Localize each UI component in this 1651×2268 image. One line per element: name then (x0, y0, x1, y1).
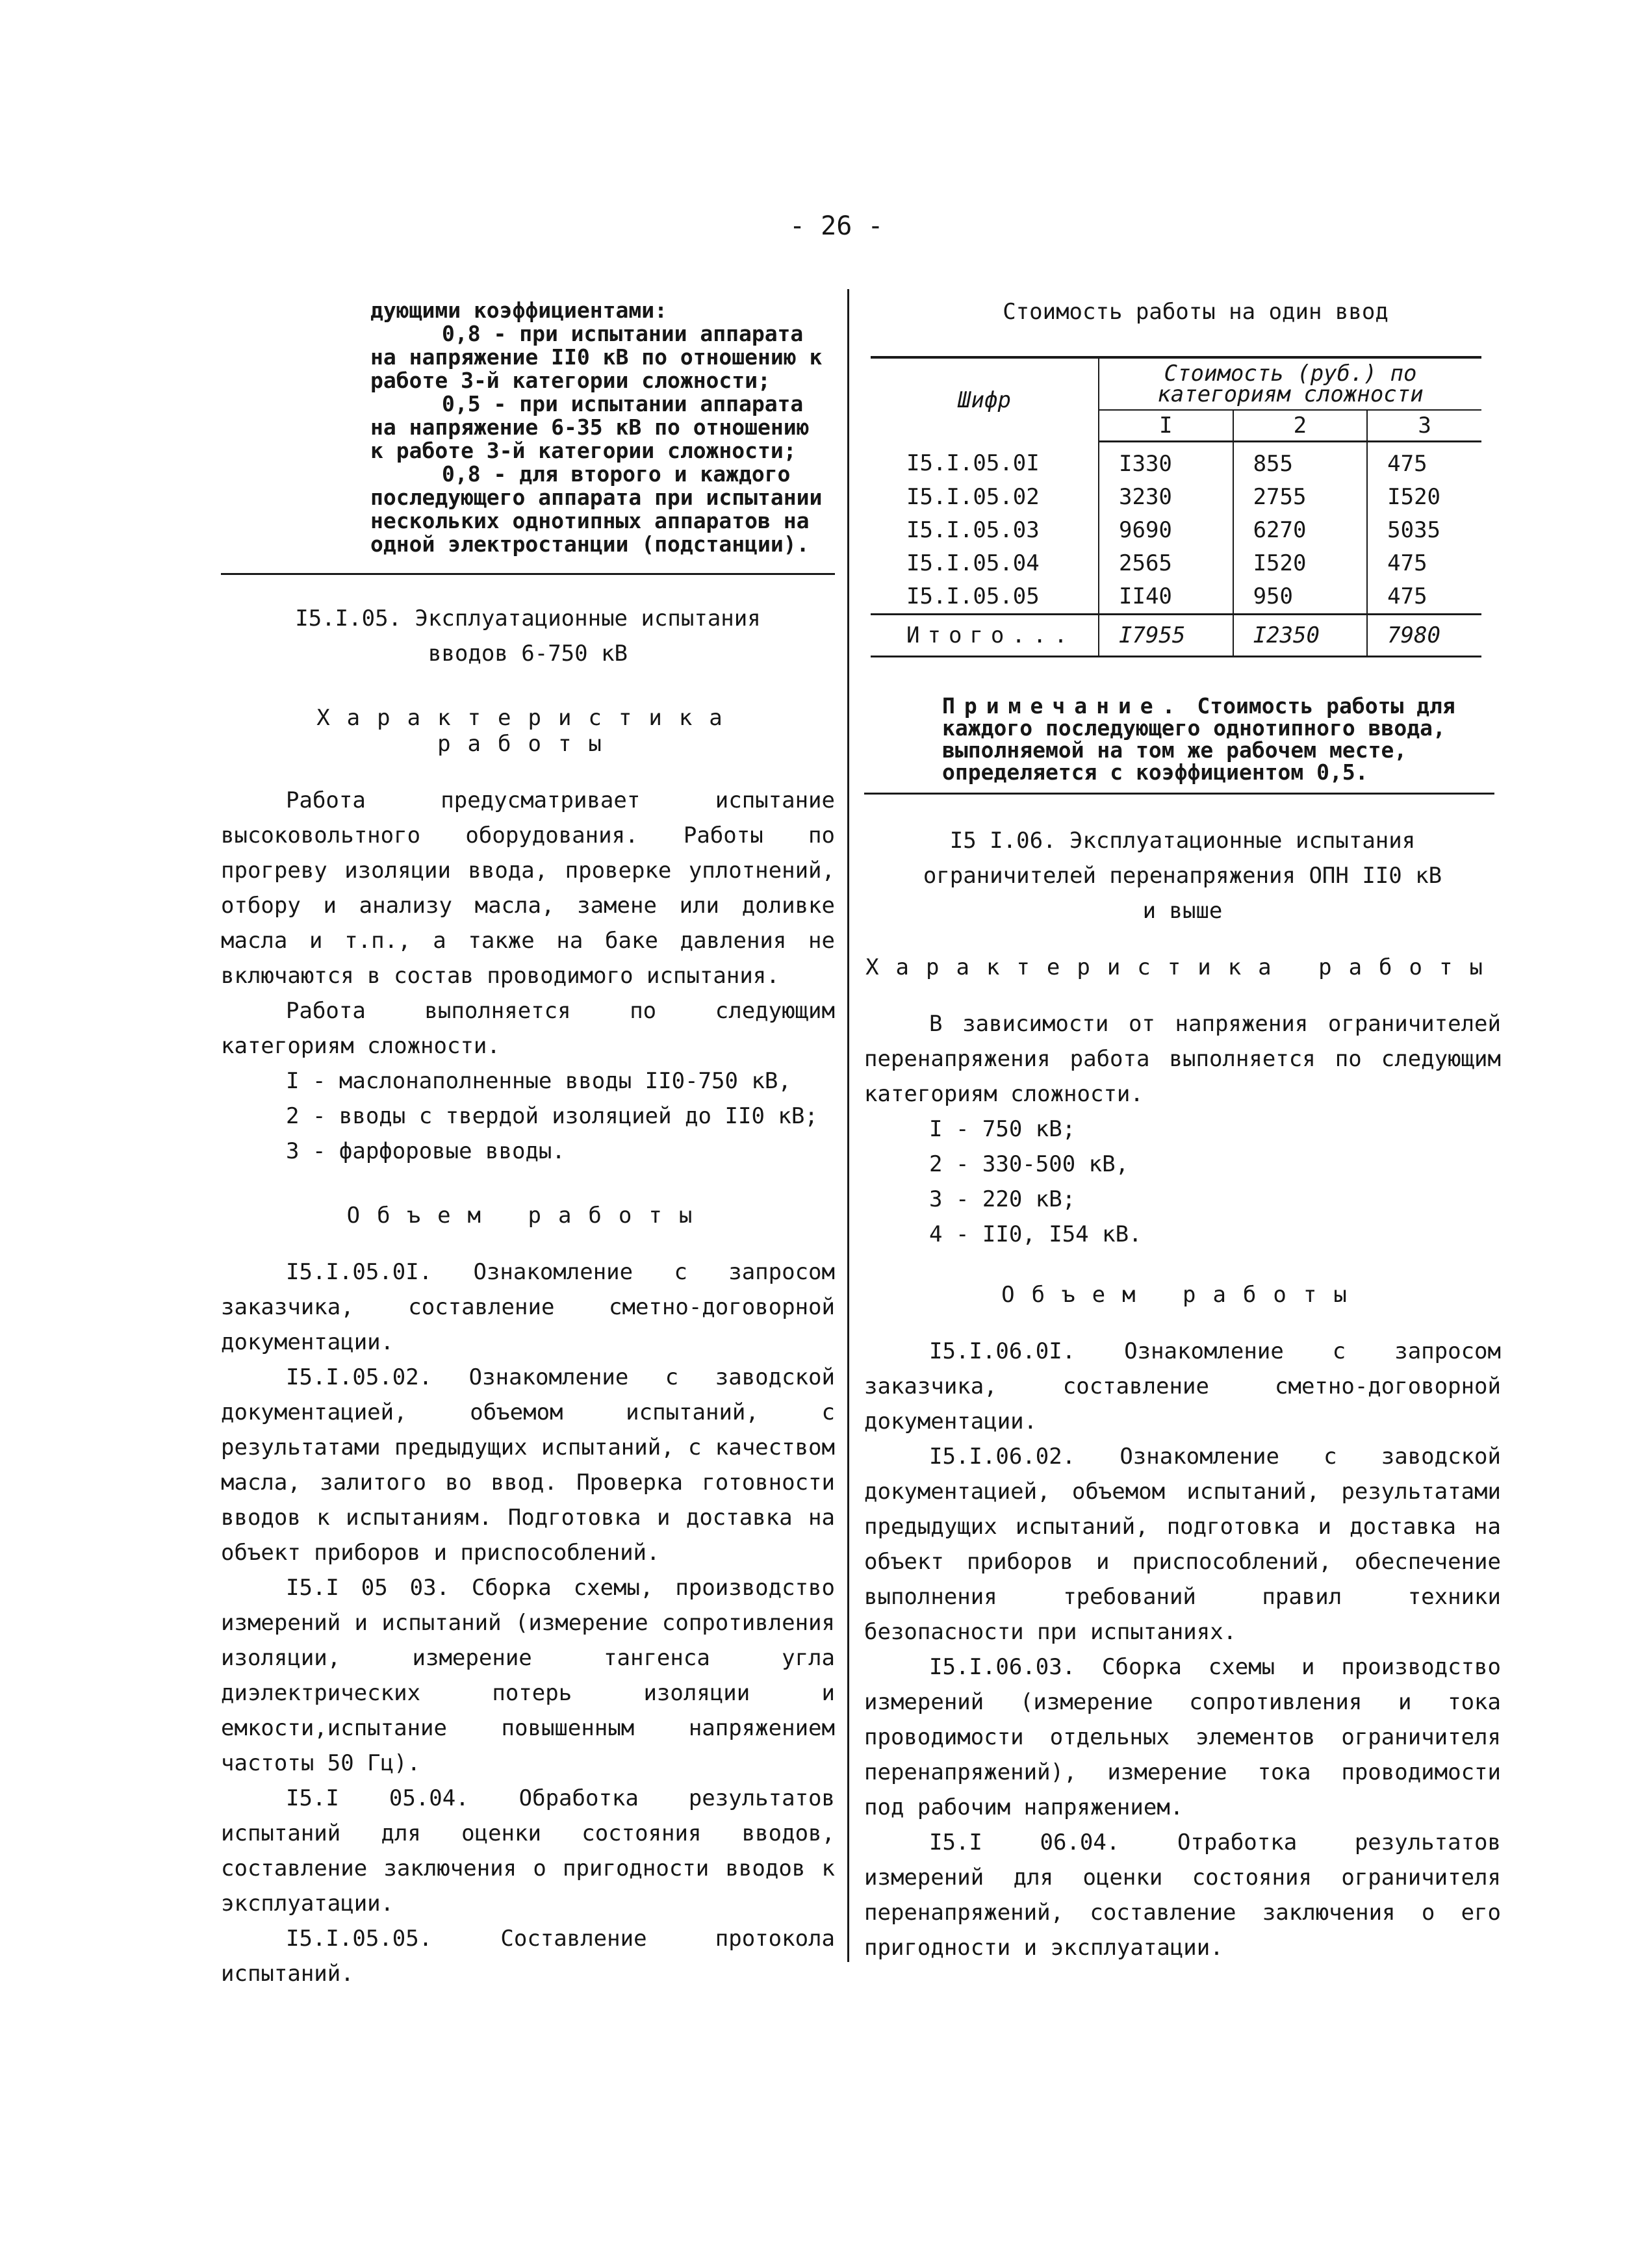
scope-item: I5.I 06.04. Отработка результатов измерений для оценки состояния ограничителя перенапряжений, составление заключения о его пригодности и эксплуатации. (864, 1829, 1501, 1961)
total-value: I7955 (1099, 615, 1233, 657)
scope-list (221, 1255, 835, 1991)
divider-line (221, 573, 835, 575)
category-item: 2 - вводы с твердой изоляцией до II0 кВ; (286, 1103, 818, 1129)
column-header-code: Шифр (871, 357, 1099, 442)
cell-value: 475 (1387, 583, 1427, 609)
continuation-line: 0,8 - для второго и каждого последующего аппарата при испытании нескольких однотипных аппаратов на одной электростанции (подстанции). (370, 461, 823, 557)
column-divider (847, 289, 849, 1962)
continuation-line: 0,5 - при испытании аппарата на напряжение 6-35 кВ по отношению к работе 3-й категории сложности; (370, 391, 810, 463)
cell-value: 2565 (1099, 547, 1233, 580)
cell-value: I520 (1387, 484, 1441, 510)
characteristics-heading: Характеристика работы (316, 705, 739, 757)
cell-code: I5.I.05.0I (871, 442, 1099, 481)
cell-value: I520 (1233, 547, 1368, 580)
cell-value: 2755 (1233, 481, 1368, 514)
scope-item: I5.I.06.03. Сборка схемы и производство измерений (измерение сопротивления и тока проводимости отдельных элементов ограничителя перенапряжений), измерение тока проводимости под рабочим напряжением. (864, 1654, 1501, 1820)
column-header-category: 2 (1233, 410, 1368, 442)
scope-item: I5.I 05.04. Обработка результатов испытаний для оценки состояния вводов, составление заключения о пригодности вводов к эксплуатации. (221, 1785, 835, 1917)
table-row (871, 580, 1481, 615)
cell-value: 5035 (1387, 517, 1441, 543)
cell-value: II40 (1099, 580, 1233, 615)
scope-heading: Объем работы (346, 1203, 710, 1229)
category-item: I - маслонаполненные вводы II0-750 кВ, (286, 1068, 791, 1094)
section-title-line: I5.I.05. Эксплуатационные испытания (295, 605, 761, 631)
total-label: Итого... (871, 615, 1099, 657)
page-number: - 26 - (789, 211, 884, 241)
left-column (221, 299, 835, 1991)
cell-code: I5.I.05.03 (871, 514, 1099, 547)
category-item: 3 - 220 кВ; (929, 1186, 1076, 1212)
scope-item: I5.I.06.0I. Ознакомление с запросом заказчика, составление сметно-договорной документации. (864, 1338, 1501, 1434)
cost-table (871, 356, 1481, 657)
table-row (871, 547, 1481, 580)
paragraph: Работа предусматривает испытание высоковольтного оборудования. Работы по прогреву изоляции ввода, проверке уплотнений, отбору и анализу масла, замене или доливке масла и т.п., а также на баке давления не включаются в состав проводимого испытания. (221, 787, 835, 989)
section-title (221, 601, 835, 671)
cell-value: 950 (1233, 580, 1368, 615)
category-item: 3 - фарфоровые вводы. (286, 1138, 565, 1164)
scope-heading: Объем работы (1001, 1282, 1364, 1308)
table-row (871, 514, 1481, 547)
column-header-category: I (1099, 410, 1233, 442)
total-row (871, 615, 1481, 657)
section-title-line: и выше (1142, 898, 1223, 924)
cell-value: 475 (1387, 451, 1427, 477)
scope-list (864, 1334, 1501, 1965)
cell-value: I330 (1099, 442, 1233, 481)
table-row (871, 481, 1481, 514)
characteristics-heading: Характеристика работы (865, 954, 1500, 980)
cell-code: I5.I.05.02 (871, 481, 1099, 514)
coefficients-continuation (370, 299, 825, 556)
column-header-cost: Стоимость (руб.) по категориям сложности (1099, 357, 1481, 410)
cell-value: 3230 (1099, 481, 1233, 514)
section-title-line: ограничителей перенапряжения ОПН II0 кВ (923, 863, 1442, 889)
cell-value: 475 (1387, 550, 1427, 576)
note-lead: Примечание. (942, 693, 1184, 719)
cell-value: 9690 (1099, 514, 1233, 547)
paragraph: Работа выполняется по следующим категориям сложности. (221, 998, 835, 1059)
note-text: Стоимость работы для каждого последующего однотипного ввода, выполняемой на том же рабочем месте, определяется с коэффициентом 0,5. (942, 693, 1455, 785)
category-item: 2 - 330-500 кВ, (929, 1151, 1129, 1177)
scope-item: I5.I 05 03. Сборка схемы, производство измерений и испытаний (измерение сопротивления изоляции, измерение тангенса угла диэлектрических потерь изоляции и емкости,испытание повышенным напряжением частоты 50 Гц). (221, 1575, 835, 1776)
divider-line (864, 793, 1494, 795)
total-value: 7980 (1367, 615, 1481, 657)
characteristics-text (864, 1006, 1501, 1252)
total-value: I2350 (1233, 615, 1368, 657)
scope-item: I5.I.05.0I. Ознакомление с запросом заказчика, составление сметно-договорной документации. (221, 1259, 835, 1355)
cell-value: 855 (1233, 442, 1368, 481)
right-column (864, 299, 1501, 1965)
continuation-line: 0,8 - при испытании аппарата на напряжение II0 кВ по отношению к работе 3-й категории сложности; (370, 321, 823, 393)
table-title: Стоимость работы на один ввод (1003, 299, 1389, 325)
cell-value: 6270 (1233, 514, 1368, 547)
scope-item: I5.I.06.02. Ознакомление с заводской документацией, объемом испытаний, результатами предыдущих испытаний, подготовка и доставка на объект приборов и приспособлений, обеспечение выполнения требований правил техники безопасности при испытаниях. (864, 1444, 1501, 1645)
scope-item: I5.I.05.05. Составление протокола испытаний. (221, 1926, 835, 1987)
cell-code: I5.I.05.04 (871, 547, 1099, 580)
column-header-category: 3 (1367, 410, 1481, 442)
category-item: I - 750 кВ; (929, 1116, 1076, 1142)
scope-item: I5.I.05.02. Ознакомление с заводской документацией, объемом испытаний, с результатами предыдущих испытаний, с качеством масла, залитого во ввод. Проверка готовности вводов к испытаниям. Подготовка и доставка на объект приборов и приспособлений. (221, 1364, 835, 1566)
section-title (864, 823, 1501, 928)
cell-code: I5.I.05.05 (871, 580, 1099, 615)
paragraph: В зависимости от напряжения ограничителей перенапряжения работа выполняется по следующим категориям сложности. (864, 1011, 1501, 1107)
table-note (864, 695, 1501, 784)
category-item: 4 - II0, I54 кВ. (929, 1221, 1142, 1247)
section-title-line: вводов 6-750 кВ (428, 641, 628, 667)
table-row (871, 442, 1481, 481)
section-title-line: I5 I.06. Эксплуатационные испытания (949, 828, 1416, 854)
characteristics-text (221, 783, 835, 1169)
continuation-line: дующими коэффициентами: (370, 298, 667, 323)
